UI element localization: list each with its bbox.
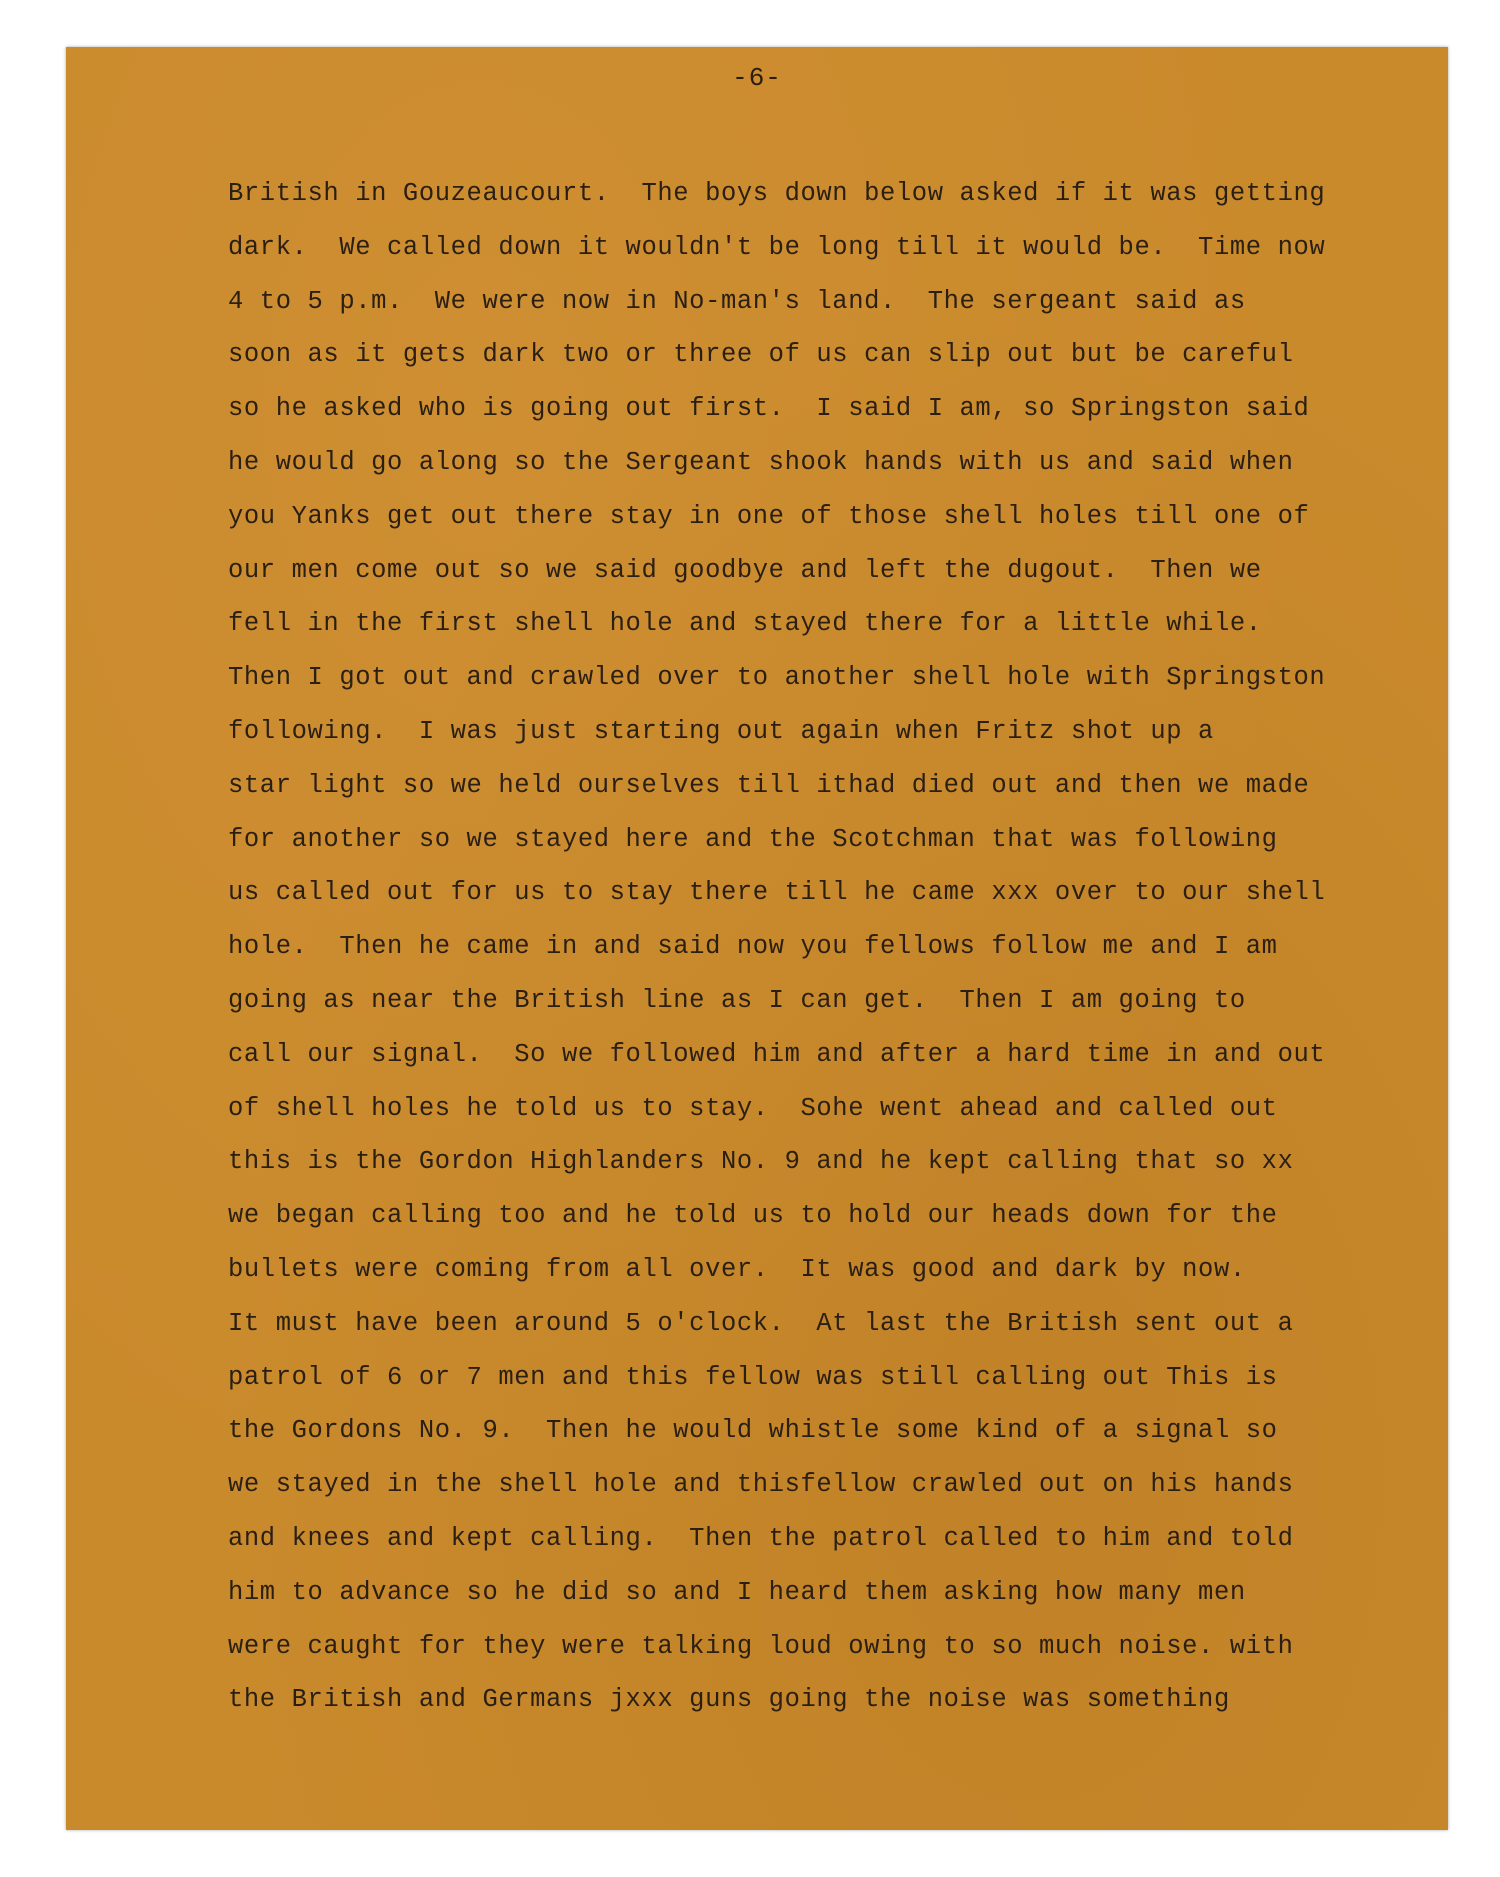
text-line: call our signal. So we followed him and after a hard time in and out: [228, 1039, 1326, 1069]
text-line: our men come out so we said goodbye and left the dugout. Then we: [228, 555, 1262, 585]
text-line: were caught for they were talking loud owing to so much noise. with: [228, 1631, 1294, 1661]
text-line: British in Gouzeaucourt. The boys down below asked if it was getting: [228, 179, 1326, 208]
text-line: star light so we held ourselves till ithad died out and then we made: [228, 770, 1310, 800]
text-line: of shell holes he told us to stay. Sohe went ahead and called out: [228, 1093, 1278, 1123]
text-line: hole. Then he came in and said now you fellows follow me and I am: [228, 932, 1278, 962]
text-line: for another so we stayed here and the Scotchman that was following: [228, 824, 1278, 854]
text-line: 4 to 5 p.m. We were now in No-man's land. The sergeant said as: [228, 286, 1246, 316]
text-line: he would go along so the Sergeant shook hands with us and said when: [228, 447, 1294, 477]
typed-text-body: [228, 167, 1438, 1727]
text-line: so he asked who is going out first. I said I am, so Springston said: [228, 394, 1310, 424]
text-line: fell in the first shell hole and stayed there for a little while.: [228, 609, 1262, 639]
text-line: going as near the British line as I can get. Then I am going to: [228, 985, 1246, 1015]
text-line: bullets were coming from all over. It was good and dark by now.: [228, 1254, 1246, 1284]
text-line: the Gordons No. 9. Then he would whistle some kind of a signal so: [228, 1416, 1278, 1446]
text-line: we began calling too and he told us to hold our heads down for the: [228, 1201, 1278, 1231]
page-number: -6-: [732, 63, 782, 93]
text-line: It must have been around 5 o'clock. At last the British sent out a: [228, 1308, 1294, 1338]
text-line: Then I got out and crawled over to another shell hole with Springston: [228, 663, 1326, 693]
document-page: [66, 47, 1448, 1830]
text-line: patrol of 6 or 7 men and this fellow was still calling out This is: [228, 1362, 1278, 1392]
text-line: following. I was just starting out again when Fritz shot up a: [228, 716, 1214, 746]
text-line: dark. We called down it wouldn't be long till it would be. Time now: [228, 232, 1326, 262]
text-line: we stayed in the shell hole and thisfellow crawled out on his hands: [228, 1470, 1294, 1500]
text-line: and knees and kept calling. Then the patrol called to him and told: [228, 1523, 1294, 1553]
text-line: you Yanks get out there stay in one of those shell holes till one of: [228, 501, 1310, 531]
text-line: this is the Gordon Highlanders No. 9 and he kept calling that so xx: [228, 1147, 1294, 1177]
text-line: us called out for us to stay there till he came xxx over to our shell: [228, 878, 1326, 908]
text-line: him to advance so he did so and I heard them asking how many men: [228, 1577, 1246, 1607]
text-line: soon as it gets dark two or three of us can slip out but be careful: [228, 340, 1294, 370]
text-line: the British and Germans jxxx guns going the noise was something: [228, 1685, 1230, 1715]
